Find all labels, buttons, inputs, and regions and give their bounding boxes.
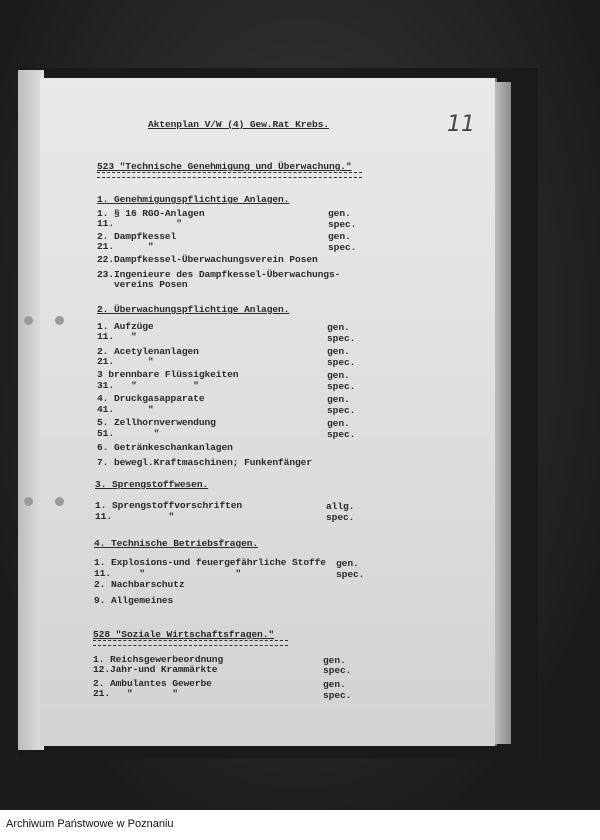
section-528-heading: 528 "Soziale Wirtschaftsfragen." — [93, 629, 275, 640]
entry: 12.Jahr-und Krammärkte — [93, 664, 218, 675]
entry-type: gen. — [328, 231, 351, 242]
entry-type: spec. — [323, 690, 352, 701]
entry: 2. Nachbarschutz — [94, 579, 185, 590]
entry-type: gen. — [327, 418, 350, 429]
entry: 7. bewegl.Kraftmaschinen; Funkenfänger — [97, 457, 312, 468]
entry: 22.Dampfkessel-Überwachungsverein Posen — [97, 254, 318, 265]
entry: 1. § 16 RGO-Anlagen — [97, 208, 205, 219]
entry-type: gen. — [323, 679, 346, 690]
punch-hole — [55, 497, 64, 506]
double-underline — [93, 640, 288, 646]
entry-type: spec. — [328, 242, 357, 253]
entry: 11. " " — [94, 568, 242, 579]
entry-type: gen. — [327, 346, 350, 357]
entry: 2. Ambulantes Gewerbe — [93, 678, 212, 689]
entry: 1. Reichsgewerbeordnung — [93, 654, 224, 665]
footer-bar — [0, 810, 600, 840]
entry: 11. " — [97, 331, 137, 342]
entry-type: spec. — [327, 333, 356, 344]
entry: 1. Sprengstoffvorschriften — [95, 500, 243, 511]
entry-type: spec. — [328, 219, 357, 230]
entry: 51. " — [97, 428, 160, 439]
entry: 31. " " — [97, 380, 199, 391]
entry-type: spec. — [323, 665, 352, 676]
section-523-heading: 523 "Technische Genehmigung und Überwachung." — [97, 161, 352, 172]
entry: vereins Posen — [97, 279, 188, 290]
archive-name: Archiwum Państwowe w Poznaniu — [6, 818, 174, 830]
entry: 9. Allgemeines — [94, 595, 174, 606]
entry-type: spec. — [327, 405, 356, 416]
entry-type: allg. — [326, 501, 355, 512]
punch-hole — [24, 316, 33, 325]
entry: 2. Dampfkessel — [97, 231, 177, 242]
entry: 3 brennbare Flüssigkeiten — [97, 369, 239, 380]
entry-type: spec. — [336, 569, 365, 580]
double-underline — [97, 172, 362, 178]
entry: 21. " — [97, 356, 154, 367]
entry-type: spec. — [326, 512, 355, 523]
entry: 4. Druckgasapparate — [97, 393, 205, 404]
entry-type: gen. — [328, 208, 351, 219]
entry-type: gen. — [327, 394, 350, 405]
entry-type: gen. — [327, 322, 350, 333]
punch-hole — [55, 316, 64, 325]
handwritten-page-number: 11 — [447, 112, 475, 137]
page-edge — [495, 82, 511, 744]
entry: 6. Getränkeschankanlagen — [97, 442, 233, 453]
entry-type: gen. — [336, 558, 359, 569]
entry: 41. " — [97, 404, 154, 415]
group-heading: 4. Technische Betriebsfragen. — [94, 538, 259, 549]
document-title: Aktenplan V/W (4) Gew.Rat Krebs. — [148, 119, 330, 130]
entry: 23.Ingenieure des Dampfkessel-Überwachungs- — [97, 269, 341, 280]
entry-type: spec. — [327, 357, 356, 368]
entry-type: gen. — [327, 370, 350, 381]
entry: 1. Explosions-und feuergefährliche Stoffe — [94, 557, 326, 568]
entry-type: spec. — [327, 381, 356, 392]
entry-type: gen. — [323, 655, 346, 666]
entry-type: spec. — [327, 429, 356, 440]
entry: 11. " — [97, 218, 182, 229]
entry: 5. Zellhornverwendung — [97, 417, 216, 428]
punch-hole — [24, 497, 33, 506]
entry: 11. " — [95, 511, 175, 522]
entry: 2. Acetylenanlagen — [97, 346, 199, 357]
entry: 1. Aufzüge — [97, 321, 154, 332]
group-heading: 2. Überwachungspflichtige Anlagen. — [97, 304, 290, 315]
group-heading: 1. Genehmigungspflichtige Anlagen. — [97, 194, 290, 205]
entry: 21. " " — [93, 688, 178, 699]
entry: 21. " — [97, 241, 154, 252]
group-heading: 3. Sprengstoffwesen. — [95, 479, 209, 490]
